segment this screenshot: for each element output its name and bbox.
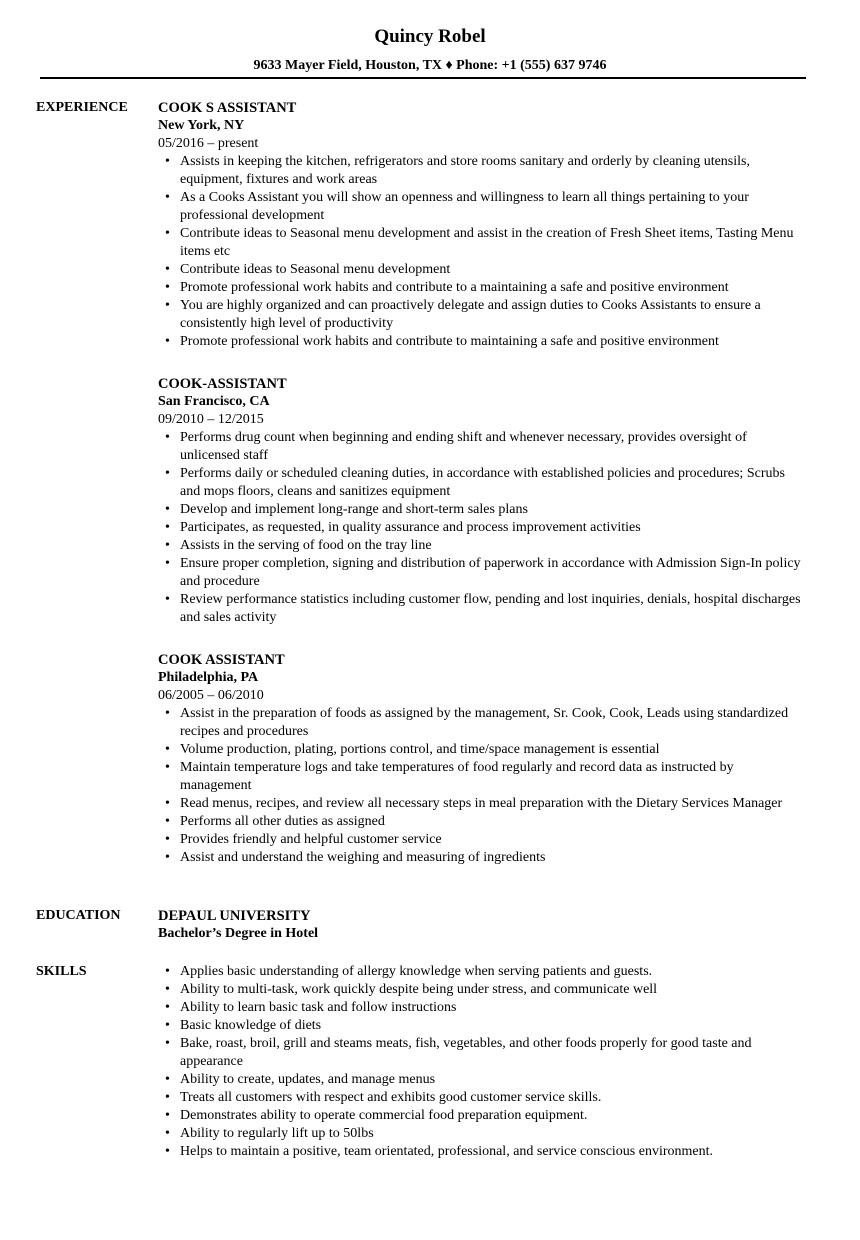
job-bullet: • Read menus, recipes, and review all necessary steps in meal preparation with the Dietary Services Manager xyxy=(158,795,808,813)
skill-item: • Demonstrates ability to operate commercial food preparation equipment. xyxy=(158,1107,808,1125)
job-entry xyxy=(158,375,808,627)
job-dates: 06/2005 – 06/2010 xyxy=(158,688,264,703)
candidate-name: Quincy Robel xyxy=(374,26,486,47)
job-bullet: • Provides friendly and helpful customer service xyxy=(158,831,808,849)
job-entry xyxy=(158,99,808,351)
job-bullet: • Promote professional work habits and contribute to maintaining a safe and positive environment xyxy=(158,333,808,351)
job-bullet: • Assist and understand the weighing and measuring of ingredients xyxy=(158,849,808,867)
job-location: New York, NY xyxy=(158,118,245,133)
section-label-education: EDUCATION xyxy=(36,908,121,923)
job-dates: 09/2010 – 12/2015 xyxy=(158,412,264,427)
job-bullet: • Participates, as requested, in quality assurance and process improvement activities xyxy=(158,519,808,537)
skills-content xyxy=(158,963,808,1161)
job-bullet: • Develop and implement long-range and short-term sales plans xyxy=(158,501,808,519)
skill-item: • Ability to regularly lift up to 50lbs xyxy=(158,1125,808,1143)
skill-item: • Ability to multi-task, work quickly despite being under stress, and communicate well xyxy=(158,981,808,999)
section-label-experience: EXPERIENCE xyxy=(36,100,128,115)
job-bullet: • Assists in keeping the kitchen, refrigerators and store rooms sanitary and orderly by cleaning utensils, equipment, fixtures and work areas xyxy=(158,153,808,189)
skill-item: • Basic knowledge of diets xyxy=(158,1017,808,1035)
job-bullet: • Maintain temperature logs and take temperatures of food regularly and record data as instructed by management xyxy=(158,759,808,795)
job-dates: 05/2016 – present xyxy=(158,136,259,151)
skill-item: • Applies basic understanding of allergy knowledge when serving patients and guests. xyxy=(158,963,808,981)
job-bullet: • Assists in the serving of food on the tray line xyxy=(158,537,808,555)
job-bullet: • Review performance statistics including customer flow, pending and lost inquiries, denials, hospital discharges and sales activity xyxy=(158,591,808,627)
job-title: COOK-ASSISTANT xyxy=(158,376,287,392)
school-name: DEPAUL UNIVERSITY xyxy=(158,908,311,924)
job-bullet: • Promote professional work habits and contribute to a maintaining a safe and positive environment xyxy=(158,279,808,297)
skills-list xyxy=(158,963,808,1161)
job-bullets xyxy=(158,705,808,867)
job-bullet: • Performs all other duties as assigned xyxy=(158,813,808,831)
job-bullet: • Assist in the preparation of foods as assigned by the management, Sr. Cook, Cook, Leads using standardized recipes and procedures xyxy=(158,705,808,741)
skill-item: • Ability to learn basic task and follow instructions xyxy=(158,999,808,1017)
header-divider xyxy=(40,77,806,79)
job-bullet: • Performs drug count when beginning and ending shift and whenever necessary, provides oversight of unlicensed staff xyxy=(158,429,808,465)
skill-item: • Ability to create, updates, and manage menus xyxy=(158,1071,808,1089)
job-entry xyxy=(158,651,808,867)
job-bullet: • As a Cooks Assistant you will show an openness and willingness to learn all things pertaining to your professional development xyxy=(158,189,808,225)
job-title: COOK ASSISTANT xyxy=(158,652,285,668)
degree: Bachelor’s Degree in Hotel xyxy=(158,926,319,941)
skill-item: • Helps to maintain a positive, team orientated, professional, and service conscious environment. xyxy=(158,1143,808,1161)
job-bullets xyxy=(158,429,808,627)
section-label-skills: SKILLS xyxy=(36,964,87,979)
job-bullet: • Performs daily or scheduled cleaning duties, in accordance with established policies and procedures; Scrubs and mops floors, cleans and sanitizes equipment xyxy=(158,465,808,501)
job-location: San Francisco, CA xyxy=(158,394,270,409)
job-bullet: • You are highly organized and can proactively delegate and assign duties to Cooks Assistants to ensure a consistently high level of productivity xyxy=(158,297,808,333)
job-bullet: • Ensure proper completion, signing and distribution of paperwork in accordance with Admission Sign-In policy and procedure xyxy=(158,555,808,591)
experience-content xyxy=(158,99,808,867)
education-content xyxy=(158,907,808,943)
skill-item: • Bake, roast, broil, grill and steams meats, fish, vegetables, and other foods properly for good taste and appearance xyxy=(158,1035,808,1071)
job-bullet: • Volume production, plating, portions control, and time/space management is essential xyxy=(158,741,808,759)
job-bullet: • Contribute ideas to Seasonal menu development xyxy=(158,261,808,279)
skill-item: • Treats all customers with respect and exhibits good customer service skills. xyxy=(158,1089,808,1107)
job-bullet: • Contribute ideas to Seasonal menu development and assist in the creation of Fresh Sheet items, Tasting Menu items etc xyxy=(158,225,808,261)
job-bullets xyxy=(158,153,808,351)
job-title: COOK S ASSISTANT xyxy=(158,100,297,116)
resume-header xyxy=(0,26,860,74)
job-location: Philadelphia, PA xyxy=(158,670,259,685)
contact-line: 9633 Mayer Field, Houston, TX ♦ Phone: +1 (555) 637 9746 xyxy=(253,58,607,73)
